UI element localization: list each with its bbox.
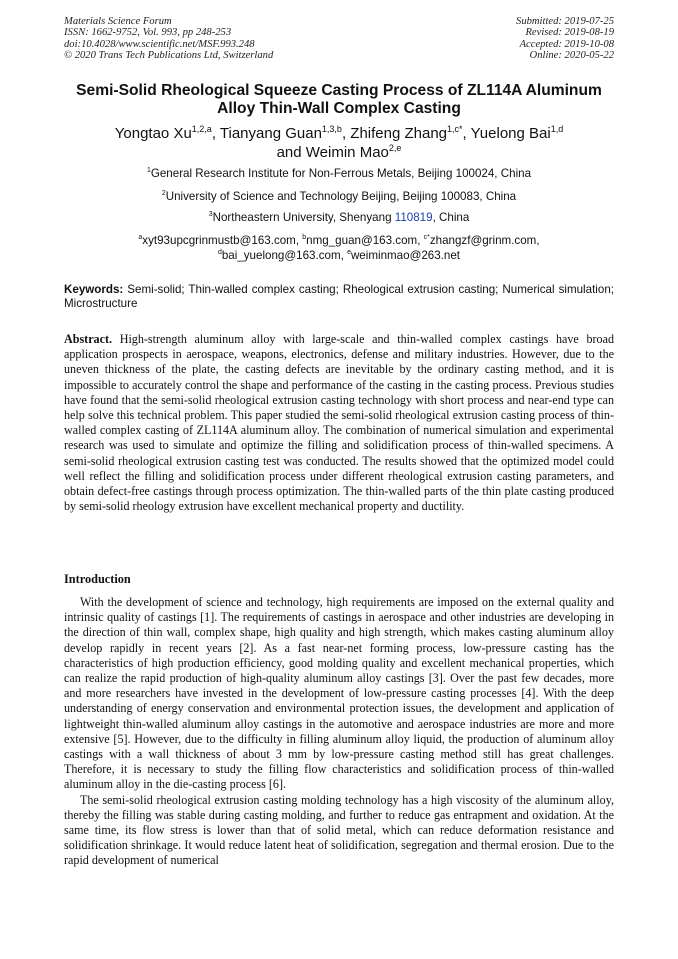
author-sep: , xyxy=(462,125,471,142)
author-sup: 1,2,a xyxy=(191,124,212,134)
abstract-text: High-strength aluminum alloy with large-scale and thin-walled complex castings have broad application prospects in aerospace, weapons, electronics, defense and military industries. However, due to the uneven thickness of the plate, the casting defects are inevitable by the ordinary casting method, and it is impossible to accurately control the shape and performance of the casting in the casting process. Previous studies have found that the semi-solid rheological extrusion casting technology with short process and near-end type can help solve this technical problem. This paper studied the semi-solid rheological extrusion casting process of thin-walled complex casting of ZL114A aluminum alloy. The combination of numerical simulation and experimental research was used to simulate and optimize the filling and solidification process of thin-walled specimens. A semi-solid rheological extrusion casting test was conducted. The results showed that the optimized model could well reflect the filling and solidification process under different rheological extrusion casting parameters, and obtain defect-free castings through process optimization. The thin-walled parts of the thin plate casting produced by semi-solid rheology extrusion have excellent mechanical property and ductility. xyxy=(64,332,614,514)
author-emails xyxy=(60,233,618,263)
email-sup: a xyxy=(138,234,143,242)
doi-link[interactable]: doi:10.4028/www.scientific.net/MSF.993.248 xyxy=(64,38,255,50)
author-list xyxy=(60,124,618,162)
accepted-date: Accepted: 2019-10-08 xyxy=(519,38,614,50)
journal-info xyxy=(64,16,273,62)
email-sup: c* xyxy=(423,234,430,242)
journal-name: Materials Science Forum xyxy=(64,16,172,27)
author-sup: 1,3,b xyxy=(321,124,342,134)
issn: ISSN: 1662-9752, Vol. 993, pp 248-253 xyxy=(64,27,232,39)
email-sup: e xyxy=(347,249,351,257)
keywords xyxy=(64,283,614,311)
author-name: Yuelong Bai xyxy=(470,125,551,142)
publication-dates xyxy=(516,16,614,62)
postal-code: 110819 xyxy=(394,211,433,224)
abstract xyxy=(64,332,614,514)
author-sep: , xyxy=(341,125,351,142)
revised-date: Revised: 2019-08-19 xyxy=(525,27,614,39)
keywords-label: Keywords: xyxy=(64,283,124,296)
affiliation-sup: 3 xyxy=(208,211,213,219)
author-sup: 2,e xyxy=(388,143,402,153)
affiliation-2 xyxy=(60,190,618,204)
author-sep: and xyxy=(276,144,306,161)
paper-title: Semi-Solid Rheological Squeeze Casting Process of ZL114A Aluminum Alloy Thin-Wall Complex Casting xyxy=(76,82,602,117)
affiliation-sup: 2 xyxy=(161,190,166,198)
author-name: Zhifeng Zhang xyxy=(350,125,448,142)
paragraph: The semi-solid rheological extrusion casting molding technology has a high viscosity of the aluminum alloy, thereby the filling was stable during casting molding, and further to reduce gas entrapment and oxidation. At the same time, its flow stress is lower than that of solid metal, which can reduce deformation resistance and solidification shrinkage. It would reduce latent heat of solidification, segregation and thermal erosion. Due to the rapid development of numerical xyxy=(64,792,614,868)
author-sup: 1,c* xyxy=(447,124,463,134)
submitted-date: Submitted: 2019-07-25 xyxy=(516,16,614,27)
affiliation-sup: 1 xyxy=(146,167,151,175)
affiliation-text: General Research Institute for Non-Ferrous Metals, Beijing 100024, China xyxy=(150,167,532,180)
keywords-text: Semi-solid; Thin-walled complex casting; Rheological extrusion casting; Numerical simulation; Microstructure xyxy=(64,283,614,310)
affiliation-text: Northeastern University, Shenyang xyxy=(212,211,395,224)
author-name: Weimin Mao xyxy=(305,144,389,161)
affiliation-tail: , China xyxy=(432,211,470,224)
author-name: Yongtao Xu xyxy=(114,125,192,142)
author-name: Tianyang Guan xyxy=(219,125,322,142)
copyright: © 2020 Trans Tech Publications Ltd, Switzerland xyxy=(64,50,274,62)
author-sep: , xyxy=(211,125,220,142)
author-sup: 1,d xyxy=(550,124,564,134)
email-address[interactable]: nmg_guan@163.com, xyxy=(306,234,424,247)
affiliation-1 xyxy=(60,167,618,181)
affiliation-text: University of Science and Technology Beijing, Beijing 100083, China xyxy=(165,190,517,203)
paragraph: With the development of science and technology, high requirements are imposed on the external quality and intrinsic quality of castings [1]. The requirements of castings in aerospace and other industries are developing in the direction of thin wall, complex shape, high quality and high strength, which makes casting aluminum alloy develop rapidly in recent years [2]. As a fast near-net forming process, low-pressure casting has the characteristics of high production efficiency, good molding quality and excellent mechanical properties, which can realize the rapid production of high-quality aluminum alloy castings [3]. Over the past few decades, more and more researchers have invested in the development of low-pressure casting processes [4]. With the deep understanding of energy conservation and environmental protection issues, the development and application of lightweight thin-walled aluminum alloy castings in the automotive and aerospace industries are more and more extensive [5]. However, due to the difficulty in filling aluminum alloy liquid, the production of aluminum alloy castings with a wall thickness of about 3 mm by low-pressure casting method still has great challenges. Therefore, it is necessary to study the filling flow characteristics and solidification process of thin-walled aluminum alloy in the die-casting process [6]. xyxy=(64,595,614,792)
abstract-label: Abstract. xyxy=(64,332,113,346)
email-address[interactable]: zhangzf@grinm.com, xyxy=(429,234,540,247)
email-sup: b xyxy=(302,234,307,242)
email-address[interactable]: xyt93upcgrinmustb@163.com, xyxy=(142,234,303,247)
email-sup: d xyxy=(217,249,222,257)
section-heading-introduction: Introduction xyxy=(64,572,131,586)
online-date: Online: 2020-05-22 xyxy=(529,50,614,62)
email-address[interactable]: weiminmao@263.net xyxy=(350,249,461,262)
email-address[interactable]: bai_yuelong@163.com, xyxy=(221,249,348,262)
affiliation-3 xyxy=(60,211,618,225)
introduction-body xyxy=(64,595,614,869)
